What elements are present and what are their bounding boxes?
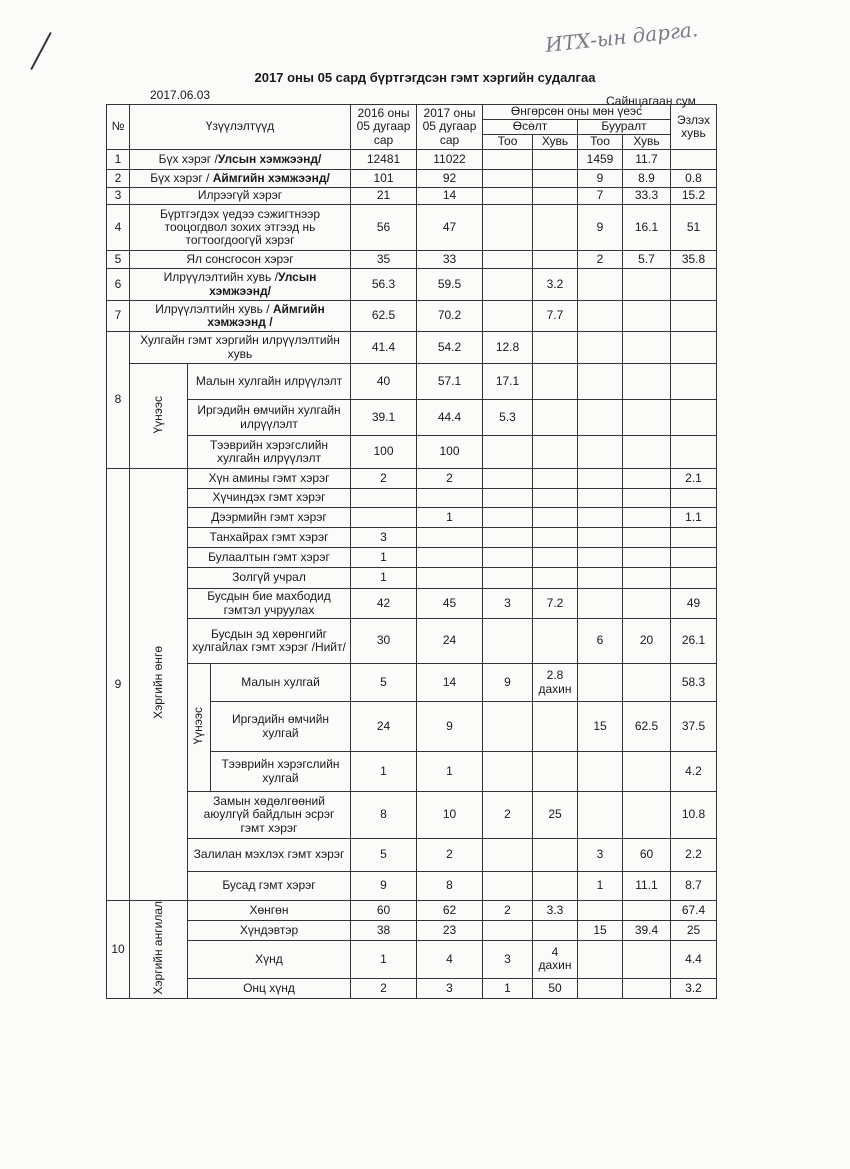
row-label: Илрүүлэлтийн хувь /Улсын хэмжээнд/ [130, 269, 351, 301]
share-percent: 0.8 [671, 170, 717, 188]
decrease-percent: 11.1 [623, 872, 671, 901]
share-percent: 49 [671, 589, 717, 619]
increase-count: 3 [483, 589, 533, 619]
row-label: Хүн амины гэмт хэрэг [188, 469, 351, 489]
row-label: Малын хулгайн илрүүлэлт [188, 364, 351, 400]
value-2017: 14 [417, 664, 483, 702]
decrease-count: 1459 [578, 150, 623, 170]
increase-count [483, 702, 533, 752]
decrease-count [578, 589, 623, 619]
header-share: Эзлэх хувь [671, 105, 717, 150]
increase-percent: 7.7 [533, 301, 578, 332]
header-decrease-percent: Хувь [623, 135, 671, 150]
value-2016: 42 [351, 589, 417, 619]
row-label: Тээврийн хэрэгслийн хулгайн илрүүлэлт [188, 436, 351, 469]
value-2017: 59.5 [417, 269, 483, 301]
value-2016: 9 [351, 872, 417, 901]
table-row [107, 301, 717, 332]
share-percent: 51 [671, 205, 717, 251]
empty-cell [623, 332, 671, 364]
empty-cell [623, 436, 671, 469]
decrease-count [578, 301, 623, 332]
row-number: 1 [107, 150, 130, 170]
group-label: Хэргийн ангилал [130, 901, 188, 999]
decrease-percent [623, 901, 671, 921]
decrease-percent: 20 [623, 619, 671, 664]
row-number: 7 [107, 301, 130, 332]
increase-percent [533, 170, 578, 188]
table-row [107, 436, 717, 469]
table-row [107, 205, 717, 251]
row-label: Бусдын бие махбодид гэмтэл учруулах [188, 589, 351, 619]
decrease-percent [623, 508, 671, 528]
row-label: Ял сонсгосон хэрэг [130, 251, 351, 269]
share-percent: 10.8 [671, 792, 717, 839]
share-percent: 67.4 [671, 901, 717, 921]
value-2017: 4 [417, 941, 483, 978]
value-2016: 41.4 [351, 332, 417, 364]
decrease-percent [623, 301, 671, 332]
value-2016: 40 [351, 364, 417, 400]
increase-count: 1 [483, 978, 533, 998]
value-2017: 47 [417, 205, 483, 251]
table-row [107, 901, 717, 921]
share-percent: 15.2 [671, 188, 717, 205]
share-percent: 58.3 [671, 664, 717, 702]
decrease-percent [623, 589, 671, 619]
header-increase-percent: Хувь [533, 135, 578, 150]
handwritten-note: ИТХ-ын дарга. [544, 17, 700, 57]
row-label: Замын хөдөлгөөний аюулгүй байдлын эсрэг гэмт хэрэг [188, 792, 351, 839]
decrease-percent [623, 978, 671, 998]
row-label: Бүртгэгдэх үедээ сэжигтнээр тооцогдвол зохих этгээд нь тогтоогдоогүй хэрэг [130, 205, 351, 251]
table-row [107, 548, 717, 568]
table-row [107, 150, 717, 170]
table-row [107, 872, 717, 901]
table-row [107, 839, 717, 872]
decrease-percent [623, 528, 671, 548]
row-number: 3 [107, 188, 130, 205]
value-2016: 35 [351, 251, 417, 269]
row-label: Бусад гэмт хэрэг [188, 872, 351, 901]
increase-count [483, 170, 533, 188]
table-row [107, 589, 717, 619]
decrease-percent: 5.7 [623, 251, 671, 269]
share-percent [671, 568, 717, 589]
value-2017: 1 [417, 508, 483, 528]
row-number: 6 [107, 269, 130, 301]
increase-count: 3 [483, 941, 533, 978]
decrease-percent: 8.9 [623, 170, 671, 188]
empty-cell [623, 400, 671, 436]
table-row [107, 269, 717, 301]
increase-percent [533, 752, 578, 792]
decrease-percent [623, 792, 671, 839]
value-2017: 45 [417, 589, 483, 619]
empty-cell [578, 400, 623, 436]
decrease-count: 2 [578, 251, 623, 269]
increase-percent [533, 188, 578, 205]
decrease-percent: 16.1 [623, 205, 671, 251]
empty-cell [533, 400, 578, 436]
decrease-percent: 60 [623, 839, 671, 872]
table-row [107, 489, 717, 508]
value-2017: 70.2 [417, 301, 483, 332]
value-2017: 10 [417, 792, 483, 839]
share-percent: 35.8 [671, 251, 717, 269]
increase-count [483, 508, 533, 528]
share-percent: 2.1 [671, 469, 717, 489]
row-number: 2 [107, 170, 130, 188]
value-2016: 62.5 [351, 301, 417, 332]
sub-group-label: Үүнээс [188, 664, 211, 792]
row-label: Золгүй учрал [188, 568, 351, 589]
increase-percent [533, 921, 578, 941]
table-row [107, 400, 717, 436]
table-row [107, 664, 717, 702]
row-label: Илрээгүй хэрэг [130, 188, 351, 205]
increase-percent [533, 469, 578, 489]
increase-count [483, 568, 533, 589]
empty-cell [533, 364, 578, 400]
row-label: Бусдын эд хөрөнгийг хулгайлах гэмт хэрэг /Нийт/ [188, 619, 351, 664]
value-2016: 38 [351, 921, 417, 941]
increase-count [483, 150, 533, 170]
decrease-count [578, 528, 623, 548]
value-2017 [417, 548, 483, 568]
empty-cell [671, 332, 717, 364]
increase-count [483, 489, 533, 508]
table-row [107, 528, 717, 548]
decrease-percent [623, 548, 671, 568]
increase-count: 2 [483, 901, 533, 921]
row-label: Малын хулгай [211, 664, 351, 702]
value-2017 [417, 489, 483, 508]
row-label: Залилан мэхлэх гэмт хэрэг [188, 839, 351, 872]
increase-value: 17.1 [483, 364, 533, 400]
value-2016: 56.3 [351, 269, 417, 301]
decrease-count: 7 [578, 188, 623, 205]
table-row [107, 469, 717, 489]
share-percent: 1.1 [671, 508, 717, 528]
decrease-count [578, 978, 623, 998]
table-row [107, 508, 717, 528]
value-2016 [351, 508, 417, 528]
value-2017: 2 [417, 469, 483, 489]
value-2016: 60 [351, 901, 417, 921]
district-name: Сайнцагаан сум [606, 94, 696, 108]
share-percent [671, 489, 717, 508]
value-2016: 39.1 [351, 400, 417, 436]
increase-percent [533, 508, 578, 528]
increase-count: 2 [483, 792, 533, 839]
share-percent [671, 301, 717, 332]
value-2016: 101 [351, 170, 417, 188]
value-2017: 1 [417, 752, 483, 792]
decrease-count [578, 664, 623, 702]
increase-count [483, 469, 533, 489]
decrease-percent: 39.4 [623, 921, 671, 941]
increase-value [483, 436, 533, 469]
increase-percent [533, 205, 578, 251]
group-label: Хэргийн өнгө [130, 469, 188, 901]
table-row [107, 619, 717, 664]
increase-percent [533, 150, 578, 170]
table-row [107, 364, 717, 400]
value-2017: 8 [417, 872, 483, 901]
header-indicators: Үзүүлэлтүүд [130, 105, 351, 150]
increase-count [483, 205, 533, 251]
value-2016: 8 [351, 792, 417, 839]
increase-percent: 3.3 [533, 901, 578, 921]
decrease-count: 9 [578, 170, 623, 188]
row-label: Иргэдийн өмчийн хулгайн илрүүлэлт [188, 400, 351, 436]
row-label: Дээрмийн гэмт хэрэг [188, 508, 351, 528]
increase-value: 12.8 [483, 332, 533, 364]
row-label: Бүх хэрэг / Аймгийн хэмжээнд/ [130, 170, 351, 188]
row-label: Булаалтын гэмт хэрэг [188, 548, 351, 568]
decrease-count [578, 901, 623, 921]
decrease-count: 15 [578, 921, 623, 941]
empty-cell [578, 332, 623, 364]
value-2016: 1 [351, 941, 417, 978]
increase-count [483, 752, 533, 792]
share-percent [671, 528, 717, 548]
crime-statistics-table [106, 104, 717, 999]
value-2017: 44.4 [417, 400, 483, 436]
value-2016: 3 [351, 528, 417, 548]
table-row [107, 941, 717, 978]
value-2016: 21 [351, 188, 417, 205]
document-title: 2017 оны 05 сард бүртгэгдсэн гэмт хэргийн судалгаа [254, 70, 596, 85]
increase-percent: 25 [533, 792, 578, 839]
decrease-count: 3 [578, 839, 623, 872]
empty-cell [671, 364, 717, 400]
empty-cell [671, 436, 717, 469]
table-row [107, 568, 717, 589]
increase-count [483, 269, 533, 301]
increase-count [483, 548, 533, 568]
decrease-percent: 62.5 [623, 702, 671, 752]
empty-cell [578, 364, 623, 400]
row-number: 5 [107, 251, 130, 269]
share-percent [671, 269, 717, 301]
value-2017: 14 [417, 188, 483, 205]
value-2016: 100 [351, 436, 417, 469]
header-decrease: Бууралт [578, 120, 671, 135]
decrease-percent [623, 489, 671, 508]
increase-percent: 2.8 дахин [533, 664, 578, 702]
row-label: Хүндэвтэр [188, 921, 351, 941]
share-percent [671, 150, 717, 170]
header-decrease-count: Тоо [578, 135, 623, 150]
value-2017: 9 [417, 702, 483, 752]
share-percent: 37.5 [671, 702, 717, 752]
decrease-count [578, 269, 623, 301]
value-2016: 1 [351, 568, 417, 589]
empty-cell [578, 436, 623, 469]
increase-percent [533, 489, 578, 508]
value-2017: 33 [417, 251, 483, 269]
decrease-percent: 11.7 [623, 150, 671, 170]
increase-count [483, 839, 533, 872]
pen-stroke [30, 32, 51, 70]
row-number: 9 [107, 469, 130, 901]
decrease-count [578, 489, 623, 508]
decrease-count [578, 752, 623, 792]
row-label: Онц хүнд [188, 978, 351, 998]
sub-group-label: Үүнээс [130, 364, 188, 469]
increase-count [483, 619, 533, 664]
decrease-count: 9 [578, 205, 623, 251]
value-2016 [351, 489, 417, 508]
value-2017: 23 [417, 921, 483, 941]
decrease-count: 6 [578, 619, 623, 664]
value-2016: 1 [351, 752, 417, 792]
value-2016: 24 [351, 702, 417, 752]
value-2016: 2 [351, 469, 417, 489]
decrease-count [578, 792, 623, 839]
value-2017: 57.1 [417, 364, 483, 400]
increase-percent [533, 528, 578, 548]
share-percent: 4.4 [671, 941, 717, 978]
increase-count: 9 [483, 664, 533, 702]
value-2017: 100 [417, 436, 483, 469]
decrease-percent: 33.3 [623, 188, 671, 205]
table-row [107, 921, 717, 941]
increase-percent [533, 251, 578, 269]
increase-percent [533, 548, 578, 568]
decrease-count [578, 548, 623, 568]
increase-percent [533, 872, 578, 901]
table-row [107, 170, 717, 188]
increase-count [483, 872, 533, 901]
value-2016: 12481 [351, 150, 417, 170]
empty-cell [671, 400, 717, 436]
increase-count [483, 301, 533, 332]
decrease-percent [623, 752, 671, 792]
table-row [107, 332, 717, 364]
header-prev-period: Өнгөрсөн оны мөн үеэс [483, 105, 671, 120]
share-percent: 25 [671, 921, 717, 941]
increase-percent [533, 839, 578, 872]
share-percent: 8.7 [671, 872, 717, 901]
row-label: Хүчиндэх гэмт хэрэг [188, 489, 351, 508]
table-row [107, 978, 717, 998]
value-2017: 92 [417, 170, 483, 188]
row-label: Тээврийн хэрэгслийн хулгай [211, 752, 351, 792]
increase-count [483, 251, 533, 269]
decrease-count [578, 568, 623, 589]
table-row [107, 188, 717, 205]
header-2017: 2017 оны 05 дугаар сар [417, 105, 483, 150]
value-2016: 5 [351, 664, 417, 702]
increase-percent [533, 619, 578, 664]
share-percent: 2.2 [671, 839, 717, 872]
increase-value: 5.3 [483, 400, 533, 436]
header-increase: Өсөлт [483, 120, 578, 135]
increase-percent: 7.2 [533, 589, 578, 619]
decrease-count: 1 [578, 872, 623, 901]
header-increase-count: Тоо [483, 135, 533, 150]
increase-percent: 50 [533, 978, 578, 998]
value-2016: 56 [351, 205, 417, 251]
value-2016: 2 [351, 978, 417, 998]
empty-cell [533, 436, 578, 469]
share-percent: 26.1 [671, 619, 717, 664]
increase-percent: 4 дахин [533, 941, 578, 978]
decrease-percent [623, 664, 671, 702]
document-date: 2017.06.03 [150, 88, 211, 102]
decrease-percent [623, 568, 671, 589]
value-2016: 5 [351, 839, 417, 872]
row-label: Хөнгөн [188, 901, 351, 921]
value-2016: 1 [351, 548, 417, 568]
row-label: Иргэдийн өмчийн хулгай [211, 702, 351, 752]
decrease-percent [623, 469, 671, 489]
value-2016: 30 [351, 619, 417, 664]
row-label: Танхайрах гэмт хэрэг [188, 528, 351, 548]
row-label: Илрүүлэлтийн хувь / Аймгийн хэмжээнд / [130, 301, 351, 332]
decrease-percent [623, 941, 671, 978]
share-percent: 3.2 [671, 978, 717, 998]
value-2017: 3 [417, 978, 483, 998]
value-2017 [417, 568, 483, 589]
increase-percent [533, 568, 578, 589]
decrease-percent [623, 269, 671, 301]
empty-cell [533, 332, 578, 364]
row-number: 4 [107, 205, 130, 251]
header-no: № [107, 105, 130, 150]
value-2017: 54.2 [417, 332, 483, 364]
empty-cell [623, 364, 671, 400]
decrease-count [578, 469, 623, 489]
header-2016: 2016 оны 05 дугаар сар [351, 105, 417, 150]
table-row [107, 251, 717, 269]
row-number: 10 [107, 901, 130, 999]
decrease-count [578, 508, 623, 528]
value-2017 [417, 528, 483, 548]
increase-percent: 3.2 [533, 269, 578, 301]
row-number: 8 [107, 332, 130, 469]
share-percent [671, 548, 717, 568]
share-percent: 4.2 [671, 752, 717, 792]
value-2017: 2 [417, 839, 483, 872]
increase-count [483, 528, 533, 548]
decrease-count: 15 [578, 702, 623, 752]
row-label: Хүнд [188, 941, 351, 978]
table-row [107, 792, 717, 839]
row-label: Хулгайн гэмт хэргийн илрүүлэлтийн хувь [130, 332, 351, 364]
increase-count [483, 188, 533, 205]
value-2017: 62 [417, 901, 483, 921]
decrease-count [578, 941, 623, 978]
increase-count [483, 921, 533, 941]
value-2017: 11022 [417, 150, 483, 170]
increase-percent [533, 702, 578, 752]
value-2017: 24 [417, 619, 483, 664]
row-label: Бүх хэрэг /Улсын хэмжээнд/ [130, 150, 351, 170]
